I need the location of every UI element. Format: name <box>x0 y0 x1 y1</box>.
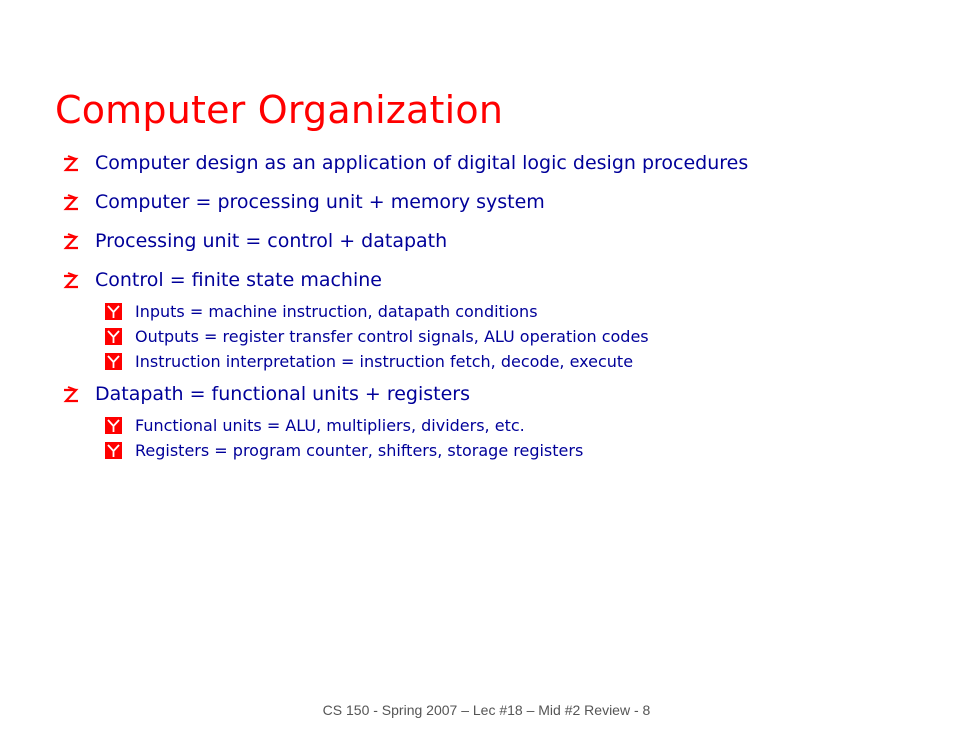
sub-bullet-item <box>60 301 940 325</box>
sub-bullet-item <box>60 415 940 439</box>
sub-bullet-item <box>60 440 940 464</box>
y-square-bullet-icon <box>105 417 122 434</box>
bullet-item <box>60 228 940 258</box>
sub-bullet-text: Instruction interpretation = instruction fetch, decode, execute <box>135 352 634 371</box>
bullet-item <box>60 267 940 297</box>
bullet-text: Computer = processing unit + memory system <box>95 191 545 213</box>
sub-bullet-text: Functional units = ALU, multipliers, dividers, etc. <box>135 416 525 435</box>
slide-title: Computer Organization <box>55 88 504 132</box>
z-shaped-bullet-icon <box>60 384 82 406</box>
z-shaped-bullet-icon <box>60 192 82 214</box>
bullet-item <box>60 189 940 219</box>
y-square-bullet-icon <box>105 353 122 370</box>
z-shaped-bullet-icon <box>60 231 82 253</box>
z-shaped-bullet-icon <box>60 270 82 292</box>
sub-bullet-item <box>60 326 940 350</box>
sub-bullet-text: Outputs = register transfer control signals, ALU operation codes <box>135 327 649 346</box>
bullet-text: Computer design as an application of digital logic design procedures <box>95 152 749 174</box>
y-square-bullet-icon <box>105 328 122 345</box>
y-square-bullet-icon <box>105 303 122 320</box>
y-square-bullet-icon <box>105 442 122 459</box>
bullet-list <box>60 150 940 470</box>
bullet-text: Processing unit = control + datapath <box>95 230 448 252</box>
slide-footer: CS 150 - Spring 2007 – Lec #18 – Mid #2 Review - 8 <box>322 702 651 718</box>
sub-bullet-text: Registers = program counter, shifters, storage registers <box>135 441 584 460</box>
bullet-item <box>60 150 940 180</box>
bullet-text: Control = finite state machine <box>95 269 382 291</box>
sub-bullet-item <box>60 351 940 375</box>
sub-bullet-text: Inputs = machine instruction, datapath conditions <box>135 302 538 321</box>
bullet-item <box>60 381 940 411</box>
z-shaped-bullet-icon <box>60 153 82 175</box>
bullet-text: Datapath = functional units + registers <box>95 383 471 405</box>
